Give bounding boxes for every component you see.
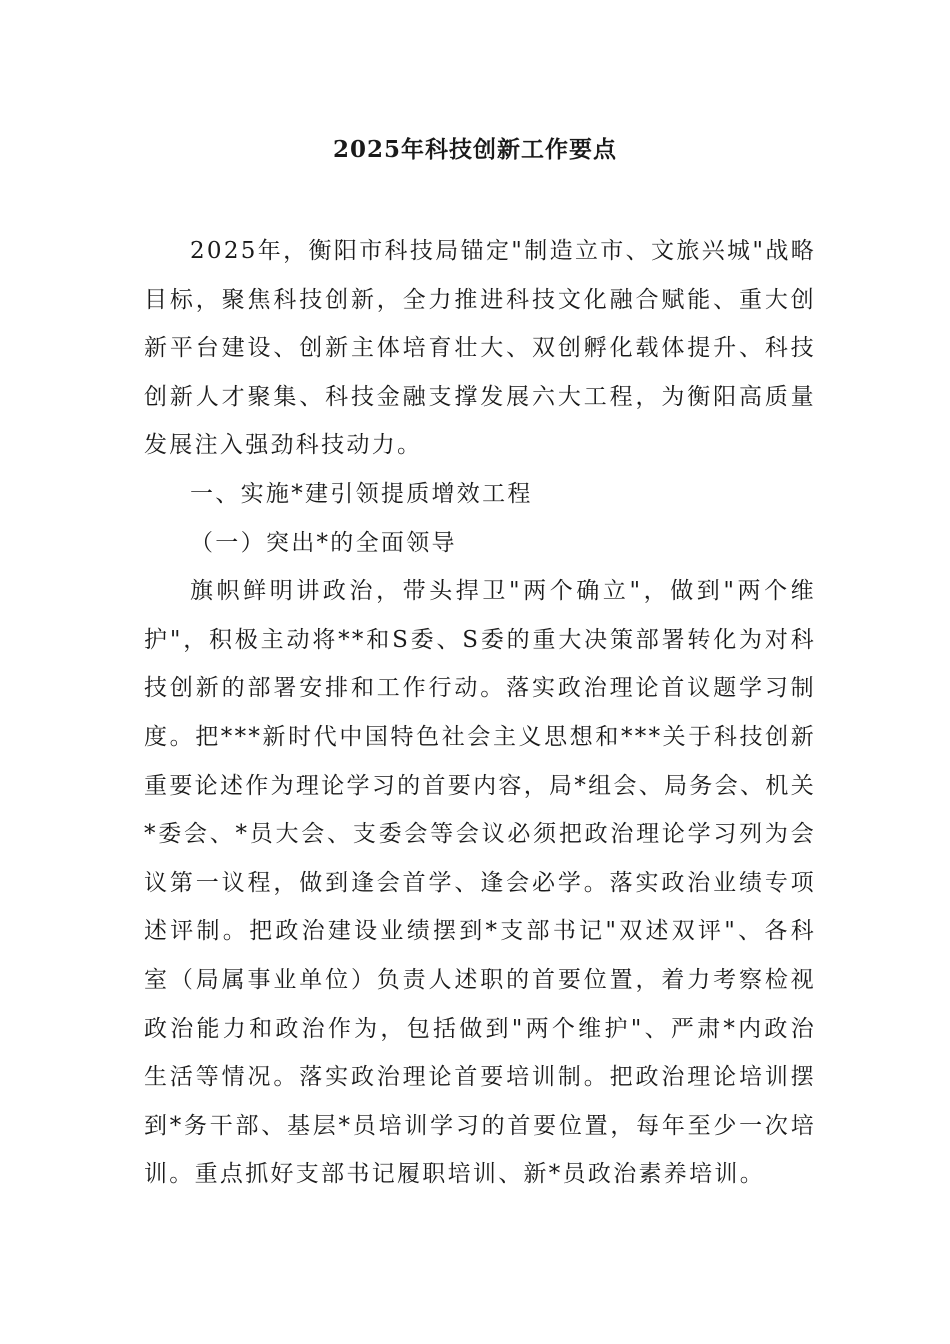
section-heading: 一、实施*建引领提质增效工程 (190, 480, 533, 507)
document-title: 2025年科技创新工作要点 (332, 136, 617, 163)
intro-paragraph: 2025年，衡阳市科技局锚定"制造立市、文旅兴城"战略目标，聚焦科技创新，全力推进科技文化融合赋能、重大创新平台建设、创新主体培育壮大、双创孵化载体提升、科技创新人才聚集、科技金融支撑发展六大工程，为衡阳高质量发展注入强劲科技动力。 (144, 238, 816, 459)
document-body (144, 227, 816, 1199)
subsection-heading: （一）突出*的全面领导 (190, 529, 457, 556)
body-paragraph: 旗帜鲜明讲政治，带头捍卫"两个确立"，做到"两个维护"，积极主动将**和S委、S委的重大决策部署转化为对科技创新的部署安排和工作行动。落实政治理论首议题学习制度。把***新时代中国特色社会主义思想和***关于科技创新重要论述作为理论学习的首要内容，局*组会、局务会、机关*委会、*员大会、支委会等会议必须把政治理论学习列为会议第一议程，做到逢会首学、逢会必学。落实政治业绩专项述评制。把政治建设业绩摆到*支部书记"双述双评"、各科室（局属事业单位）负责人述职的首要位置，着力考察检视政治能力和政治作为，包括做到"两个维护"、严肃*内政治生活等情况。落实政治理论首要培训制。把政治理论培训摆到*务干部、基层*员培训学习的首要位置，每年至少一次培训。重点抓好支部书记履职培训、新*员政治素养培训。 (144, 578, 816, 1188)
